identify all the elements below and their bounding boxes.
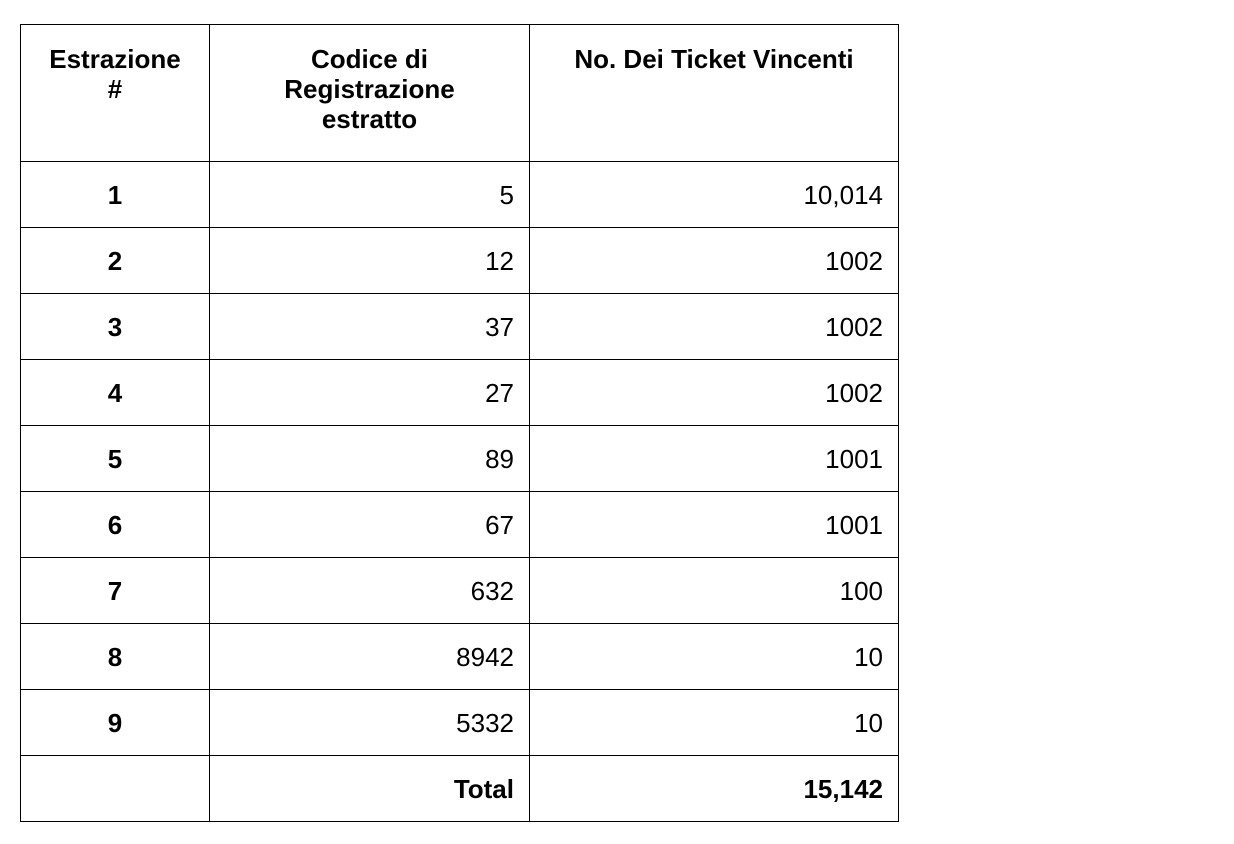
registration-code-cell: 632: [210, 558, 530, 624]
header-tickets-line-1: No. Dei Ticket Vincenti: [574, 44, 854, 74]
winning-tickets-cell: 10: [530, 624, 899, 690]
winning-tickets-cell: 10,014: [530, 162, 899, 228]
winning-tickets-cell: 10: [530, 690, 899, 756]
header-row: [21, 25, 899, 162]
registration-code-cell: 89: [210, 426, 530, 492]
winning-tickets-cell: 1002: [530, 294, 899, 360]
draw-number-cell: 7: [21, 558, 210, 624]
registration-code-cell: 5: [210, 162, 530, 228]
draw-number-cell: 8: [21, 624, 210, 690]
draw-number-cell: 3: [21, 294, 210, 360]
header-draw-line-1: Estrazione: [49, 44, 181, 74]
total-empty-cell: [21, 756, 210, 822]
draw-number-cell: 9: [21, 690, 210, 756]
winning-tickets-cell: 1002: [530, 228, 899, 294]
header-code-line-2: Registrazione: [284, 74, 455, 104]
header-registration-code: [210, 25, 530, 162]
draw-number-cell: 5: [21, 426, 210, 492]
total-label: Total: [210, 756, 530, 822]
registration-code-cell: 27: [210, 360, 530, 426]
total-winning-tickets: 15,142: [530, 756, 899, 822]
table-row: [21, 360, 899, 426]
header-code-line-1: Codice di: [310, 44, 428, 74]
total-row: [21, 756, 899, 822]
table-row: [21, 492, 899, 558]
registration-code-cell: 37: [210, 294, 530, 360]
header-draw-line-2: #: [107, 74, 123, 104]
table-row: [21, 228, 899, 294]
table-body: [21, 162, 899, 822]
winning-tickets-cell: 100: [530, 558, 899, 624]
registration-code-cell: 5332: [210, 690, 530, 756]
table-row: [21, 624, 899, 690]
registration-code-cell: 12: [210, 228, 530, 294]
header-draw-number: [21, 25, 210, 162]
table-row: [21, 690, 899, 756]
draw-number-cell: 1: [21, 162, 210, 228]
draw-number-cell: 6: [21, 492, 210, 558]
winning-tickets-cell: 1002: [530, 360, 899, 426]
winning-tickets-table: [20, 24, 899, 822]
table-header: [21, 25, 899, 162]
registration-code-cell: 67: [210, 492, 530, 558]
table-row: [21, 162, 899, 228]
table-row: [21, 426, 899, 492]
winning-tickets-cell: 1001: [530, 492, 899, 558]
header-winning-tickets: [530, 25, 899, 162]
table-row: [21, 558, 899, 624]
winning-tickets-cell: 1001: [530, 426, 899, 492]
draw-number-cell: 4: [21, 360, 210, 426]
registration-code-cell: 8942: [210, 624, 530, 690]
header-code-line-3: estratto: [321, 104, 418, 134]
table-row: [21, 294, 899, 360]
draw-number-cell: 2: [21, 228, 210, 294]
